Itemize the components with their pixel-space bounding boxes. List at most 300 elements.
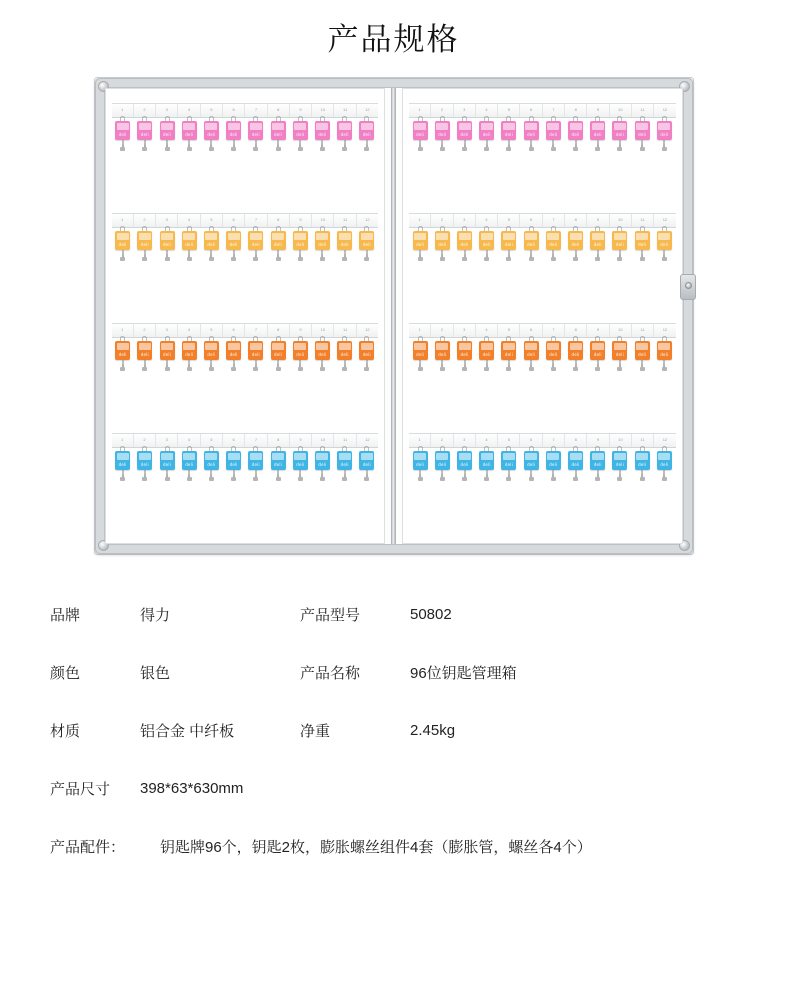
key-tag-slot[interactable] — [653, 336, 675, 376]
key-tag[interactable] — [612, 446, 627, 481]
key-tag-slot[interactable] — [223, 336, 245, 376]
key-tag-brand-label: deli — [482, 461, 491, 467]
key-tag-slot[interactable] — [542, 116, 564, 156]
key-tag-slot[interactable] — [542, 446, 564, 486]
slot-number: 5 — [201, 214, 223, 227]
key-tag[interactable] — [457, 226, 472, 261]
key-tag-group — [112, 116, 379, 156]
key-icon — [122, 469, 124, 481]
key-tag-body — [612, 121, 627, 140]
key-tag[interactable] — [226, 446, 241, 481]
key-tag-slot[interactable] — [289, 336, 311, 376]
key-tag-slot[interactable] — [564, 336, 586, 376]
key-icon — [530, 249, 532, 261]
key-tag[interactable] — [315, 446, 330, 481]
key-tag-slot[interactable] — [564, 116, 586, 156]
key-tag-slot[interactable] — [223, 226, 245, 266]
slot-number: 10 — [312, 214, 334, 227]
key-tag-brand-label: deli — [593, 351, 602, 357]
key-tag-slot[interactable] — [609, 116, 631, 156]
key-tag-slot[interactable] — [112, 226, 134, 266]
key-tag[interactable] — [479, 226, 494, 261]
key-tag[interactable] — [568, 446, 583, 481]
key-tag-slot[interactable] — [289, 226, 311, 266]
key-tag-slot[interactable] — [156, 446, 178, 486]
key-tag[interactable] — [413, 226, 428, 261]
key-tag-slot[interactable] — [178, 226, 200, 266]
key-tag-slot[interactable] — [334, 446, 356, 486]
key-tag-slot[interactable] — [431, 226, 453, 266]
key-icon — [122, 359, 124, 371]
slot-number: 1 — [112, 214, 134, 227]
key-tag[interactable] — [271, 446, 286, 481]
key-tag-slot[interactable] — [498, 116, 520, 156]
key-tag[interactable] — [182, 446, 197, 481]
key-tag-slot[interactable] — [476, 116, 498, 156]
key-tag[interactable] — [479, 446, 494, 481]
key-tag-slot[interactable] — [631, 336, 653, 376]
key-tag-slot[interactable] — [134, 446, 156, 486]
key-tag[interactable] — [568, 116, 583, 151]
key-row — [112, 103, 379, 171]
key-tag[interactable] — [590, 446, 605, 481]
key-tag[interactable] — [501, 336, 516, 371]
key-tag-slot[interactable] — [476, 446, 498, 486]
key-tag-slot[interactable] — [267, 116, 289, 156]
key-tag[interactable] — [435, 116, 450, 151]
key-icon — [188, 359, 190, 371]
key-tag[interactable] — [657, 336, 672, 371]
key-tag-brand-label: deli — [274, 351, 283, 357]
key-tag[interactable] — [501, 446, 516, 481]
key-icon — [486, 249, 488, 261]
key-tag-slot[interactable] — [311, 446, 333, 486]
key-tag-slot[interactable] — [653, 446, 675, 486]
key-tag-body — [137, 341, 152, 360]
key-tag[interactable] — [635, 336, 650, 371]
key-tag-body — [657, 341, 672, 360]
key-tag[interactable] — [657, 116, 672, 151]
key-tag-brand-label: deli — [482, 241, 491, 247]
key-tag[interactable] — [137, 446, 152, 481]
key-tag[interactable] — [271, 116, 286, 151]
key-tag[interactable] — [590, 336, 605, 371]
key-tag-body — [315, 451, 330, 470]
key-tag[interactable] — [204, 446, 219, 481]
key-tag[interactable] — [337, 116, 352, 151]
key-tag-body — [337, 231, 352, 250]
key-tag-slot[interactable] — [520, 446, 542, 486]
key-tag[interactable] — [115, 226, 130, 261]
cabinet-doors — [105, 88, 683, 544]
key-tag-slot[interactable] — [356, 446, 378, 486]
key-tag[interactable] — [479, 116, 494, 151]
spec-label-material: 材质 — [50, 722, 81, 740]
slot-number: 4 — [178, 104, 200, 117]
key-tag-slot[interactable] — [631, 226, 653, 266]
key-tag[interactable] — [568, 336, 583, 371]
key-icon — [552, 469, 554, 481]
key-tag[interactable] — [271, 226, 286, 261]
key-tag-body — [413, 341, 428, 360]
key-tag-body — [635, 121, 650, 140]
key-tag-body — [501, 231, 516, 250]
slot-number: 6 — [223, 434, 245, 447]
key-tag-brand-label: deli — [593, 131, 602, 137]
key-tag-slot[interactable] — [334, 116, 356, 156]
key-tag[interactable] — [457, 116, 472, 151]
key-tag[interactable] — [413, 116, 428, 151]
key-tag[interactable] — [137, 226, 152, 261]
door-right[interactable] — [402, 88, 683, 544]
key-tag-group — [112, 226, 379, 266]
slot-number: 1 — [409, 214, 431, 227]
key-tag-slot[interactable] — [520, 116, 542, 156]
key-tag[interactable] — [293, 446, 308, 481]
key-tag[interactable] — [315, 116, 330, 151]
key-tag[interactable] — [546, 446, 561, 481]
key-tag[interactable] — [435, 446, 450, 481]
key-tag[interactable] — [501, 226, 516, 261]
key-tag-slot[interactable] — [409, 116, 431, 156]
key-tag[interactable] — [413, 446, 428, 481]
key-tag-slot[interactable] — [631, 116, 653, 156]
slot-number: 1 — [112, 104, 134, 117]
key-icon — [619, 469, 621, 481]
slot-number: 5 — [498, 104, 520, 117]
key-tag-brand-label: deli — [296, 131, 305, 137]
key-tag-slot[interactable] — [587, 446, 609, 486]
key-tag-slot[interactable] — [245, 446, 267, 486]
key-tag-slot[interactable] — [156, 336, 178, 376]
key-icon — [530, 469, 532, 481]
key-tag-body — [204, 121, 219, 140]
slot-number: 4 — [178, 214, 200, 227]
key-icon — [366, 469, 368, 481]
key-tag-body — [271, 451, 286, 470]
key-tag[interactable] — [204, 116, 219, 151]
key-tag-slot[interactable] — [200, 116, 222, 156]
key-tag[interactable] — [568, 226, 583, 261]
key-tag-slot[interactable] — [112, 336, 134, 376]
key-icon — [619, 249, 621, 261]
key-tag-brand-label: deli — [660, 461, 669, 467]
slot-number: 11 — [334, 104, 356, 117]
key-tag-slot[interactable] — [564, 446, 586, 486]
key-tag-slot[interactable] — [200, 446, 222, 486]
key-tag-slot[interactable] — [311, 116, 333, 156]
spec-label-accessories: 产品配件： — [50, 838, 126, 856]
key-icon — [441, 249, 443, 261]
key-tag-brand-label: deli — [593, 461, 602, 467]
key-tag[interactable] — [248, 116, 263, 151]
key-tag-slot[interactable] — [356, 226, 378, 266]
key-tag-slot[interactable] — [245, 116, 267, 156]
key-tag-brand-label: deli — [527, 461, 536, 467]
key-tag-slot[interactable] — [223, 116, 245, 156]
key-tag-brand-label: deli — [185, 131, 194, 137]
spec-label-model: 产品型号 — [300, 606, 361, 624]
key-tag-brand-label: deli — [593, 241, 602, 247]
key-tag-slot[interactable] — [542, 226, 564, 266]
key-tag-body — [226, 231, 241, 250]
key-tag-body — [501, 451, 516, 470]
key-icon — [663, 139, 665, 151]
key-tag-body — [635, 231, 650, 250]
key-tag[interactable] — [337, 336, 352, 371]
key-tag-slot[interactable] — [498, 336, 520, 376]
key-tag-slot[interactable] — [311, 336, 333, 376]
key-tag[interactable] — [457, 446, 472, 481]
key-tag-brand-label: deli — [140, 131, 149, 137]
key-tag[interactable] — [182, 116, 197, 151]
key-icon — [641, 469, 643, 481]
key-tag-slot[interactable] — [289, 116, 311, 156]
key-tag[interactable] — [160, 336, 175, 371]
key-tag[interactable] — [457, 336, 472, 371]
key-tag-slot[interactable] — [587, 226, 609, 266]
key-tag[interactable] — [501, 116, 516, 151]
key-tag[interactable] — [160, 116, 175, 151]
key-tag-slot[interactable] — [334, 336, 356, 376]
slot-number: 5 — [498, 324, 520, 337]
slot-number: 3 — [156, 104, 178, 117]
key-tag-slot[interactable] — [409, 226, 431, 266]
key-icon — [464, 469, 466, 481]
key-icon — [321, 249, 323, 261]
key-tag-slot[interactable] — [267, 446, 289, 486]
key-tag[interactable] — [413, 336, 428, 371]
key-tag[interactable] — [226, 226, 241, 261]
key-tag-slot[interactable] — [156, 116, 178, 156]
key-tag[interactable] — [479, 336, 494, 371]
key-icon — [663, 469, 665, 481]
key-tag[interactable] — [635, 226, 650, 261]
key-tag-body — [271, 341, 286, 360]
key-tag-slot[interactable] — [334, 226, 356, 266]
key-icon — [299, 249, 301, 261]
key-tag[interactable] — [435, 336, 450, 371]
key-tag[interactable] — [271, 336, 286, 371]
key-tag-slot[interactable] — [223, 446, 245, 486]
key-tag[interactable] — [337, 226, 352, 261]
key-tag-slot[interactable] — [653, 116, 675, 156]
key-tag[interactable] — [293, 116, 308, 151]
key-tag[interactable] — [226, 336, 241, 371]
key-tag[interactable] — [590, 116, 605, 151]
key-tag-slot[interactable] — [134, 116, 156, 156]
key-tag-slot[interactable] — [453, 116, 475, 156]
slot-number: 8 — [268, 214, 290, 227]
key-tag[interactable] — [635, 446, 650, 481]
key-tag[interactable] — [612, 116, 627, 151]
key-tag-slot[interactable] — [476, 336, 498, 376]
key-tag[interactable] — [524, 336, 539, 371]
key-tag-slot[interactable] — [311, 226, 333, 266]
key-tag-slot[interactable] — [245, 336, 267, 376]
key-icon — [277, 139, 279, 151]
key-tag[interactable] — [657, 226, 672, 261]
key-tag-slot[interactable] — [542, 336, 564, 376]
key-tag[interactable] — [359, 336, 374, 371]
key-tag[interactable] — [359, 226, 374, 261]
key-tag-slot[interactable] — [200, 226, 222, 266]
key-tag-body — [248, 121, 263, 140]
key-tag[interactable] — [315, 336, 330, 371]
key-icon — [166, 139, 168, 151]
key-tag-brand-label: deli — [416, 461, 425, 467]
key-tag-brand-label: deli — [340, 461, 349, 467]
key-cabinet — [94, 77, 694, 555]
key-tag-slot[interactable] — [453, 226, 475, 266]
key-row — [409, 323, 676, 391]
key-tag-slot[interactable] — [156, 226, 178, 266]
spec-value-product-name: 96位钥匙管理箱 — [410, 664, 517, 682]
key-tag[interactable] — [546, 336, 561, 371]
key-icon — [486, 469, 488, 481]
key-tag[interactable] — [182, 336, 197, 371]
key-tag[interactable] — [248, 336, 263, 371]
key-tag-brand-label: deli — [660, 131, 669, 137]
key-tag[interactable] — [293, 336, 308, 371]
key-tag-slot[interactable] — [431, 116, 453, 156]
key-icon — [344, 469, 346, 481]
key-tag-slot[interactable] — [245, 226, 267, 266]
key-tag[interactable] — [137, 116, 152, 151]
key-tag[interactable] — [248, 226, 263, 261]
key-tag[interactable] — [612, 226, 627, 261]
key-tag-brand-label: deli — [527, 241, 536, 247]
key-tag[interactable] — [612, 336, 627, 371]
key-icon — [508, 359, 510, 371]
key-tag-slot[interactable] — [134, 226, 156, 266]
key-tag[interactable] — [359, 446, 374, 481]
slot-number: 8 — [565, 104, 587, 117]
key-tag-slot[interactable] — [112, 116, 134, 156]
key-tag-brand-label: deli — [549, 461, 558, 467]
key-tag[interactable] — [657, 446, 672, 481]
key-tag-brand-label: deli — [140, 461, 149, 467]
lock-icon[interactable] — [680, 274, 696, 300]
key-tag-slot[interactable] — [498, 226, 520, 266]
key-tag[interactable] — [160, 226, 175, 261]
key-tag-slot[interactable] — [431, 336, 453, 376]
key-tag-brand-label: deli — [460, 241, 469, 247]
key-tag-slot[interactable] — [356, 336, 378, 376]
slot-number: 8 — [268, 324, 290, 337]
key-tag-slot[interactable] — [520, 226, 542, 266]
key-tag-brand-label: deli — [162, 131, 172, 137]
key-tag-brand-label: deli — [274, 131, 283, 137]
key-tag-brand-label: deli — [438, 241, 447, 247]
key-tag-slot[interactable] — [431, 446, 453, 486]
key-tag-slot[interactable] — [498, 446, 520, 486]
key-tag-slot[interactable] — [609, 226, 631, 266]
key-tag-slot[interactable] — [587, 116, 609, 156]
key-tag-slot[interactable] — [356, 116, 378, 156]
slot-number: 7 — [245, 214, 267, 227]
key-tag[interactable] — [182, 226, 197, 261]
key-tag[interactable] — [435, 226, 450, 261]
key-tag-slot[interactable] — [476, 226, 498, 266]
key-tag[interactable] — [546, 116, 561, 151]
key-tag[interactable] — [115, 336, 130, 371]
key-tag-slot[interactable] — [609, 336, 631, 376]
key-tag[interactable] — [226, 116, 241, 151]
key-tag[interactable] — [546, 226, 561, 261]
key-tag-slot[interactable] — [178, 446, 200, 486]
key-tag-slot[interactable] — [453, 446, 475, 486]
key-tag-slot[interactable] — [631, 446, 653, 486]
key-tag-body — [115, 451, 130, 470]
key-tag[interactable] — [590, 226, 605, 261]
key-icon — [508, 139, 510, 151]
key-tag-slot[interactable] — [267, 226, 289, 266]
key-tag-slot[interactable] — [409, 446, 431, 486]
spec-value-model: 50802 — [410, 605, 452, 623]
key-tag[interactable] — [524, 226, 539, 261]
key-tag[interactable] — [137, 336, 152, 371]
key-tag-brand-label: deli — [207, 351, 216, 357]
key-tag-slot[interactable] — [653, 226, 675, 266]
key-tag[interactable] — [337, 446, 352, 481]
key-tag-slot[interactable] — [134, 336, 156, 376]
key-tag-slot[interactable] — [409, 336, 431, 376]
key-icon — [619, 139, 621, 151]
key-tag-brand-label: deli — [460, 351, 469, 357]
key-icon — [255, 359, 257, 371]
key-tag-slot[interactable] — [453, 336, 475, 376]
key-tag-brand-label: deli — [571, 131, 580, 137]
product-image — [94, 77, 694, 557]
key-tag[interactable] — [359, 116, 374, 151]
key-tag[interactable] — [115, 116, 130, 151]
key-tag-slot[interactable] — [289, 446, 311, 486]
key-tag[interactable] — [293, 226, 308, 261]
key-row — [112, 323, 379, 391]
key-tag[interactable] — [635, 116, 650, 151]
key-tag[interactable] — [248, 446, 263, 481]
key-tag[interactable] — [204, 226, 219, 261]
key-tag-slot[interactable] — [200, 336, 222, 376]
key-tag-slot[interactable] — [564, 226, 586, 266]
key-tag-slot[interactable] — [267, 336, 289, 376]
key-tag-slot[interactable] — [178, 116, 200, 156]
slot-number: 9 — [587, 434, 609, 447]
key-tag-slot[interactable] — [178, 336, 200, 376]
key-tag[interactable] — [160, 446, 175, 481]
key-tag-body — [479, 451, 494, 470]
key-icon — [575, 139, 577, 151]
key-tag-body — [612, 231, 627, 250]
key-tag-slot[interactable] — [609, 446, 631, 486]
door-left[interactable] — [105, 88, 386, 544]
key-tag[interactable] — [524, 116, 539, 151]
slot-number: 11 — [334, 214, 356, 227]
slot-number: 10 — [312, 104, 334, 117]
key-tag[interactable] — [115, 446, 130, 481]
key-tag-slot[interactable] — [112, 446, 134, 486]
key-tag-slot[interactable] — [587, 336, 609, 376]
key-icon — [344, 249, 346, 261]
key-tag-slot[interactable] — [520, 336, 542, 376]
key-icon — [366, 359, 368, 371]
key-tag-brand-label: deli — [527, 131, 536, 137]
key-tag[interactable] — [524, 446, 539, 481]
key-tag[interactable] — [204, 336, 219, 371]
key-tag-body — [337, 121, 352, 140]
key-tag[interactable] — [315, 226, 330, 261]
